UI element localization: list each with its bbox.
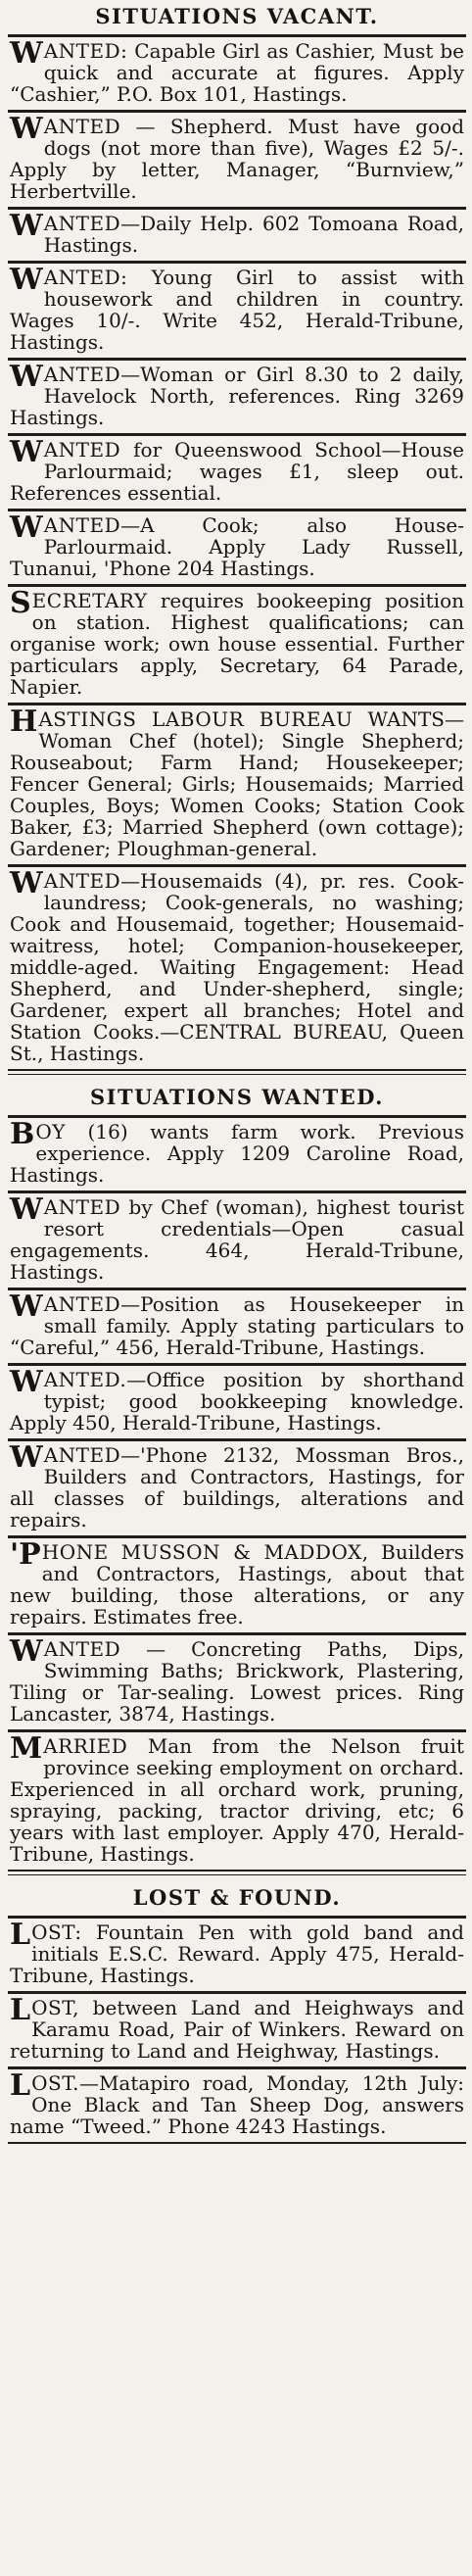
ad-opening-word: OST, xyxy=(31,1996,79,2019)
ad-text: requires bookeeping position on station. Highest qualifications; can organise work; own house essential. Further particulars apply, Secretary, 64 Parade, Napier. xyxy=(10,589,464,699)
drop-capital: H xyxy=(10,705,38,739)
classified-ad xyxy=(8,34,466,110)
drop-capital: W xyxy=(10,866,43,900)
ad-opening-word: ANTED xyxy=(43,363,121,386)
classified-ad xyxy=(8,509,466,584)
classified-ad xyxy=(8,1191,466,1288)
ad-text: —Housemaids (4), pr. res. Cook-laundress; Cook-generals, no washing; Cook and Housemaid, together; Housemaid-waitress, hotel; Companion-housekeeper, middle-aged. Waiting Engagement: Head Shepherd, and Under-shepherd, single; Gardener, expert all branches; Hotel and Station Cooks.—CENTRAL BUREAU, Queen St., Hastings. xyxy=(10,869,464,1065)
ad-opening-word: ANTED xyxy=(43,212,121,235)
classified-ad xyxy=(8,358,466,433)
drop-capital: W xyxy=(10,360,43,394)
ad-text: —Daily Help. 602 Tomoana Road, Hastings. xyxy=(43,212,464,257)
classified-ad xyxy=(8,1438,466,1535)
drop-capital: W xyxy=(10,1192,43,1227)
drop-capital: S xyxy=(10,586,31,620)
drop-capital: M xyxy=(10,1731,43,1766)
ad-text: —'Phone 2132, Mossman Bros., Builders and Contractors, Hastings, for all classes of buildings, alterations and repairs. xyxy=(10,1443,464,1531)
ad-text: by Chef (woman), highest tourist resort credentials—Open casual engagements. 464, Herald-Tribune, Hastings. xyxy=(10,1195,464,1284)
ad-opening-word: OY xyxy=(35,1120,66,1143)
ad-opening-word: ARRIED xyxy=(43,1734,128,1758)
ad-text: (16) wants farm work. Previous experience. Apply 1209 Caroline Road, Hastings. xyxy=(10,1120,464,1187)
bottom-rule xyxy=(8,2142,466,2144)
ad-opening-word: ANTED xyxy=(43,438,121,462)
ad-text: —Matapiro road, Monday, 12th July: One Black and Tan Sheep Dog, answers name “Tweed.” Phone 4243 Hastings. xyxy=(10,2071,464,2138)
ad-opening-word: ANTED xyxy=(43,869,121,893)
drop-capital: W xyxy=(10,1365,43,1399)
ad-text: Capable Girl as Cashier, Must be quick and accurate at figures. Apply “Cashier,” P.O. Box 101, Hastings. xyxy=(10,39,464,106)
ad-opening-word: ANTED xyxy=(43,115,121,138)
ad-opening-word: ANTED xyxy=(43,1292,121,1316)
classified-ad xyxy=(8,1288,466,1363)
ad-text: — Concreting Paths, Dips, Swimming Baths; Brickwork, Plastering, Tiling or Tar-sealing. Lowest prices. Ring Lancaster, 3874, Hastings. xyxy=(10,1637,464,1725)
ad-text: — Shepherd. Must have good dogs (not more than five), Wages £2 5/-. Apply by letter, Manager, “Burnview,” Herbertville. xyxy=(10,115,464,203)
ad-list xyxy=(8,1115,466,1870)
classified-ad xyxy=(8,207,466,261)
drop-capital: B xyxy=(10,1117,35,1151)
drop-capital: W xyxy=(10,263,43,297)
ad-opening-word: ANTED xyxy=(43,1637,121,1661)
ad-text: Fountain Pen with gold band and initials E.S.C. Reward. Apply 475, Herald-Tribune, Hastings. xyxy=(10,1920,464,1987)
classified-ad xyxy=(8,433,466,509)
classified-ad xyxy=(8,261,466,358)
ad-text: —Office position by shorthand typist; good bookkeeping knowledge. Apply 450, Herald-Tribune, Hastings. xyxy=(10,1368,464,1434)
classified-ad xyxy=(8,1632,466,1729)
classified-ad xyxy=(8,584,466,703)
ad-text: for Queenswood School—House Parlourmaid; wages £1, sleep out. References essential. xyxy=(10,438,464,505)
ad-text: —Woman or Girl 8.30 to 2 daily, Havelock North, references. Ring 3269 Hastings. xyxy=(10,363,464,429)
classified-ad xyxy=(8,864,466,1069)
section-title: LOST & FOUND. xyxy=(132,1885,342,1910)
ad-text: Young Girl to assist with housework and children in country. Wages 10/-. Write 452, Herald-Tribune, Hastings. xyxy=(10,266,464,354)
classified-ad xyxy=(8,1115,466,1191)
ad-opening-word: ASTINGS LABOUR BUREAU xyxy=(38,707,354,731)
ad-opening-word: ANTED: xyxy=(43,39,128,63)
section-situations-wanted xyxy=(8,1081,466,1870)
ad-text: Man from the Nelson fruit province seeking employment on orchard. Experienced in all orchard work, pruning, spraying, packing, tractor driving, etc; 6 years with last employer. Apply 470, Herald-Tribune, Hastings. xyxy=(10,1734,464,1866)
ad-text: WANTS—Woman Chef (hotel); Single Shepherd; Rouseabout; Farm Hand; Housekeeper; Fencer General; Girls; Housemaids; Married Couples, Boys; Women Cooks; Station Cook Baker, £3; Married Shepherd (own cottage); Gardener; Ploughman-general. xyxy=(10,707,464,860)
classified-ad xyxy=(8,1916,466,1991)
drop-capital: L xyxy=(10,1918,31,1952)
classified-ad xyxy=(8,1991,466,2066)
drop-capital: L xyxy=(10,2068,31,2103)
ad-opening-word: OST: xyxy=(31,1920,82,1944)
classified-ad xyxy=(8,1535,466,1632)
ad-opening-word: ANTED xyxy=(43,1195,121,1219)
ad-opening-word: HONE MUSSON & MADDOX, xyxy=(41,1540,369,1564)
classified-ad xyxy=(8,2066,466,2142)
drop-capital: W xyxy=(10,1440,43,1475)
drop-capital: W xyxy=(10,435,43,469)
ad-opening-word: OST. xyxy=(31,2071,79,2095)
ad-text: Builders and Contractors, Hastings, about that new building, those alterations, or any repairs. Estimates free. xyxy=(10,1540,464,1628)
classified-ad xyxy=(8,1729,466,1870)
drop-capital: W xyxy=(10,36,43,71)
section-title: SITUATIONS WANTED. xyxy=(90,1085,384,1109)
ad-opening-word: ANTED. xyxy=(43,1368,127,1391)
drop-capital: W xyxy=(10,510,43,545)
drop-capital: L xyxy=(10,1993,31,2027)
classified-ad xyxy=(8,703,466,864)
ad-text: —Position as Housekeeper in small family. Apply stating particulars to “Careful,” 456, Herald-Tribune, Hastings. xyxy=(10,1292,464,1359)
ad-list xyxy=(8,34,466,1069)
drop-capital: W xyxy=(10,1289,43,1324)
classified-ad xyxy=(8,1363,466,1438)
drop-capital: W xyxy=(10,1634,43,1669)
drop-capital: W xyxy=(10,209,43,243)
section-lost-and-found xyxy=(8,1881,466,2142)
ad-list xyxy=(8,1916,466,2142)
ad-opening-word: ANTED xyxy=(43,1443,121,1467)
ad-opening-word: ANTED xyxy=(43,513,121,537)
ad-text: —A Cook; also House-Parlourmaid. Apply Lady Russell, Tunanui, 'Phone 204 Hastings. xyxy=(10,513,464,580)
section-situations-vacant xyxy=(8,0,466,1069)
drop-capital: W xyxy=(10,112,43,146)
ad-text: between Land and Heighways and Karamu Road, Pair of Winkers. Reward on returning to Land and Heighway, Hastings. xyxy=(10,1996,464,2063)
drop-capital: 'P xyxy=(10,1537,41,1572)
section-title: SITUATIONS VACANT. xyxy=(95,4,379,28)
ad-opening-word: ANTED: xyxy=(43,266,128,289)
classified-ad xyxy=(8,110,466,207)
ad-opening-word: ECRETARY xyxy=(31,589,148,612)
